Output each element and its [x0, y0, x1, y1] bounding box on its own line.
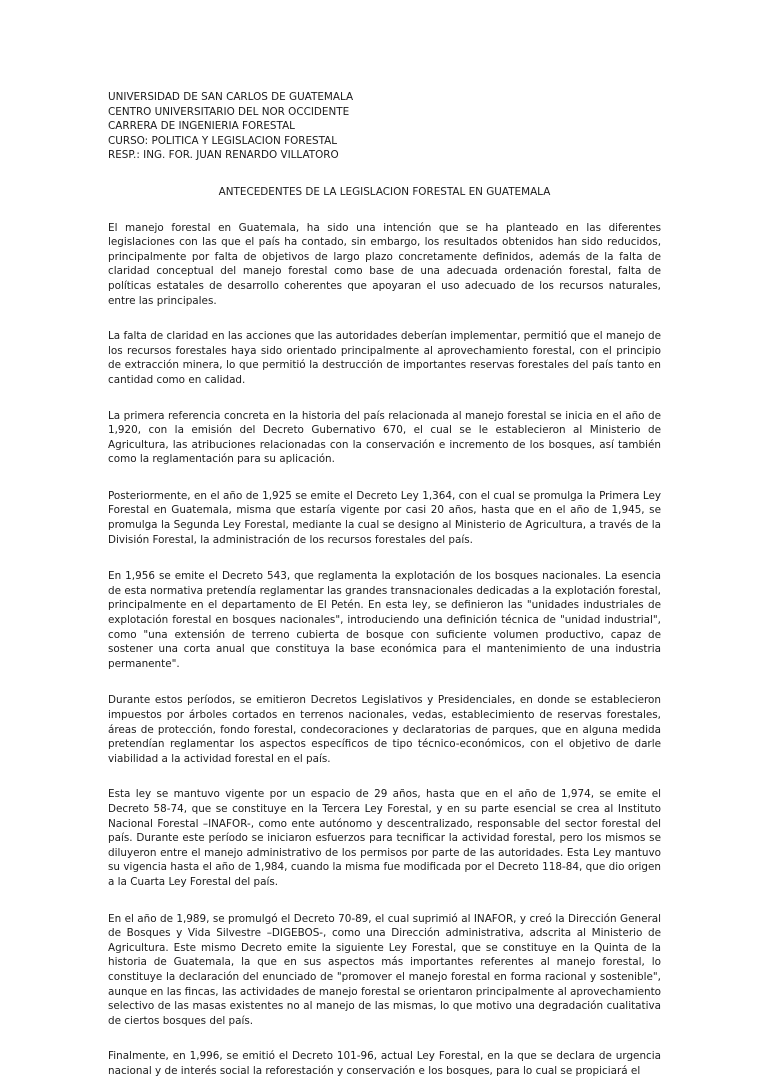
header-course: CURSO: POLITICA Y LEGISLACION FORESTAL: [108, 134, 338, 147]
document-page: [108, 90, 661, 1078]
header-center: CENTRO UNIVERSITARIO DEL NOR OCCIDENTE: [108, 105, 350, 118]
header-career: CARRERA DE INGENIERIA FORESTAL: [108, 120, 295, 133]
paragraph: Finalmente, en 1,996, se emitió el Decreto 101-96, actual Ley Forestal, en la que se declara de urgencia nacional y de interés social la reforestación y conservación e los bosques, para lo cual se propiciará el: [108, 1050, 661, 1077]
paragraph: En 1,956 se emite el Decreto 543, que reglamenta la explotación de los bosques nacionales. La esencia de esta normativa pretendía reglamentar las grandes transnacionales dedicadas a la explotación forestal, principalmente en el departamento de El Petén. En esta ley, se definieron las "unidades industriales de explotación forestal en bosques nacionales", introduciendo una definición técnica de "unidad industrial", como "una extensión de terreno cubierta de bosque con suficiente volumen productivo, capaz de sostener una corta anual que constituya la base económica para el mantenimiento de una industria permanente".: [108, 570, 661, 670]
paragraph: La primera referencia concreta en la historia del país relacionada al manejo forestal se inicia en el año de 1,920, con la emisión del Decreto Gubernativo 670, el cual se le establecieron al Ministerio de Agricultura, las atribuciones relacionadas con la conservación e incremento de los bosques, así también como la reglamentación para su aplicación.: [108, 409, 661, 466]
paragraph: En el año de 1,989, se promulgó el Decreto 70-89, el cual suprimió al INAFOR, y creó la Dirección General de Bosques y Vida Silvestre –DIGEBOS-, como una Dirección administrativa, adscrita al Ministerio de Agricultura. Este mismo Decreto emite la siguiente Ley Forestal, que se constituye en la Quinta de la historia de Guatemala, la que en sus aspectos más importantes referentes al manejo forestal, lo constituye la declaración del enunciado de "promover el manejo forestal en forma racional y sostenible", aunque en las fincas, las actividades de manejo forestal se orientaron principalmente al aprovechamiento selectivo de las masas existentes no al manejo de las mismas, lo que motivo una degradación cualitativa de ciertos bosques del país.: [108, 912, 661, 1027]
paragraph: Esta ley se mantuvo vigente por un espacio de 29 años, hasta que en el año de 1,974, se emite el Decreto 58-74, que se constituye en la Tercera Ley Forestal, y en su parte esencial se crea al Instituto Nacional Forestal –INAFOR-, como ente autónomo y descentralizado, responsable del sector forestal del país. Durante este período se iniciaron esfuerzos para tecnificar la actividad forestal, pero los mismos se diluyeron entre el manejo administrativo de los permisos por parte de las autoridades. Esta Ley mantuvo su vigencia hasta el año de 1,984, cuando la misma fue modificada por el Decreto 118-84, que dio origen a la Cuarta Ley Forestal del país.: [108, 788, 661, 888]
paragraph: Durante estos períodos, se emitieron Decretos Legislativos y Presidenciales, en donde se establecieron impuestos por árboles cortados en terrenos nacionales, vedas, establecimiento de reservas forestales, áreas de protección, fondo forestal, condecoraciones y declaratorias de parques, que en alguna medida pretendían reglamentar los aspectos específicos de tipo técnico-económicos, con el objetivo de darle viabilidad a la actividad forestal en el país.: [108, 694, 661, 765]
header-responsible: RESP.: ING. FOR. JUAN RENARDO VILLATORO: [108, 149, 339, 162]
paragraph: Posteriormente, en el año de 1,925 se emite el Decreto Ley 1,364, con el cual se promulga la Primera Ley Forestal en Guatemala, misma que estaría vigente por casi 20 años, hasta que en el año de 1,945, se promulga la Segunda Ley Forestal, mediante la cual se designo al Ministerio de Agricultura, a través de la División Forestal, la administración de los recursos forestales del país.: [108, 489, 661, 546]
institution-header: [108, 90, 661, 163]
paragraph: La falta de claridad en las acciones que las autoridades deberían implementar, permitió que el manejo de los recursos forestales haya sido orientado principalmente al aprovechamiento forestal, con el principio de extracción minera, lo que permitió la destrucción de importantes reservas forestales del país tanto en cantidad como en calidad.: [108, 330, 661, 386]
document-title: ANTECEDENTES DE LA LEGISLACION FORESTAL EN GUATEMALA: [218, 185, 551, 198]
paragraph: El manejo forestal en Guatemala, ha sido una intención que se ha planteado en las diferentes legislaciones con las que el país ha contado, sin embargo, los resultados obtenidos han sido reducidos, principalmente por falta de objetivos de largo plazo concretamente definidos, además de la falta de claridad conceptual del manejo forestal como base de una adecuada ordenación forestal, falta de políticas estatales de desarrollo coherentes que apoyaran el uso adecuado de los recursos naturales, entre las principales.: [108, 221, 661, 307]
header-university: UNIVERSIDAD DE SAN CARLOS DE GUATEMALA: [108, 91, 354, 103]
